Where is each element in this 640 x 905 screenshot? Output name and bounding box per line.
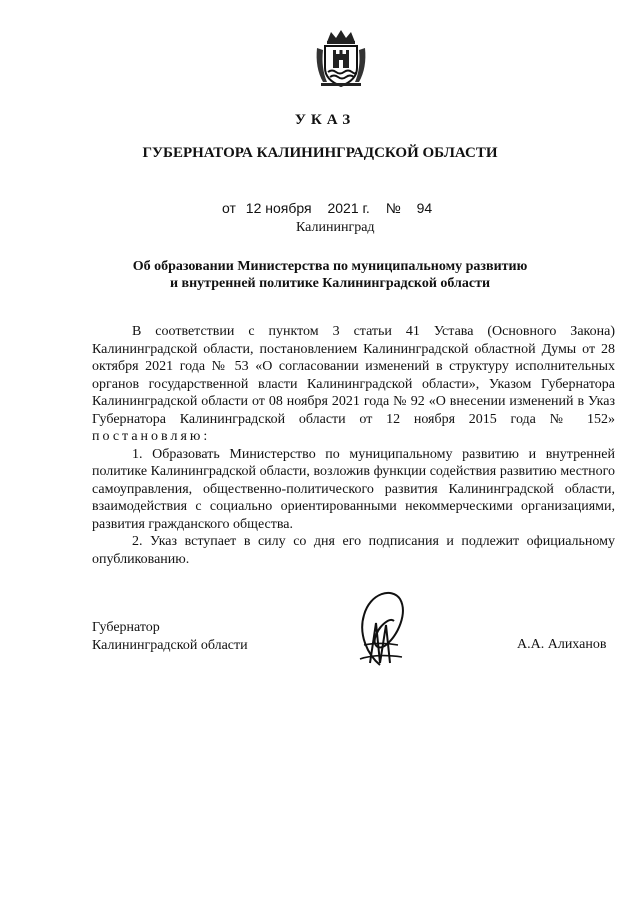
preamble-paragraph <box>92 323 615 446</box>
document-title <box>80 258 580 292</box>
document-body <box>92 323 615 568</box>
preamble-text: В соответствии с пунктом 3 статьи 41 Устава (Основного Закона) Калининградской области, постановлением Калининградской областной Думы от 28 октября 2021 года № 53 «О согласовании изменений в структуру исполнительных органов государственной власти Калининградской области», Указом Губернатора Калининградской области от 08 ноября 2021 года № 92 «О внесении изменений в Указ Губернатора Калининградской области от 12 ноября 2015 года № 152» <box>92 324 615 427</box>
document-authority: ГУБЕРНАТОРА КАЛИНИНГРАДСКОЙ ОБЛАСТИ <box>142 145 498 161</box>
signer-title-line-2: Калининградской области <box>92 638 248 653</box>
date-prefix: от <box>222 200 236 216</box>
item-2-paragraph: 2. Указ вступает в силу со дня его подписания и подлежит официальному опубликованию. <box>92 534 615 567</box>
date-year: 2021 г. <box>327 200 370 216</box>
decree-word: постановляю: <box>92 429 211 444</box>
item-1-paragraph: 1. Образовать Министерство по муниципальному развитию и внутренней политике Калининградской области, возложив функции содействия развитию местного самоуправления, общественно-политического развития Калининградской области, взаимодействия с социально ориентированными некоммерческими организациями, развития гражданского общества. <box>92 446 615 532</box>
signature-icon <box>350 585 410 670</box>
city: Калининград <box>296 220 375 235</box>
date-number-line <box>222 200 432 216</box>
number-sign: № <box>385 200 401 216</box>
date-day-month: 12 ноября <box>245 200 312 216</box>
signer-title <box>92 619 248 655</box>
title-line-2: и внутренней политике Калининградской области <box>169 276 491 291</box>
coat-of-arms-icon <box>313 28 369 88</box>
title-line-1: Об образовании Министерства по муниципальному развитию <box>132 259 528 274</box>
signer-name: А.А. Алиханов <box>517 637 607 652</box>
document-type: УКАЗ <box>294 112 356 128</box>
document-number: 94 <box>416 200 433 216</box>
signer-title-line-1: Губернатор <box>92 620 160 635</box>
